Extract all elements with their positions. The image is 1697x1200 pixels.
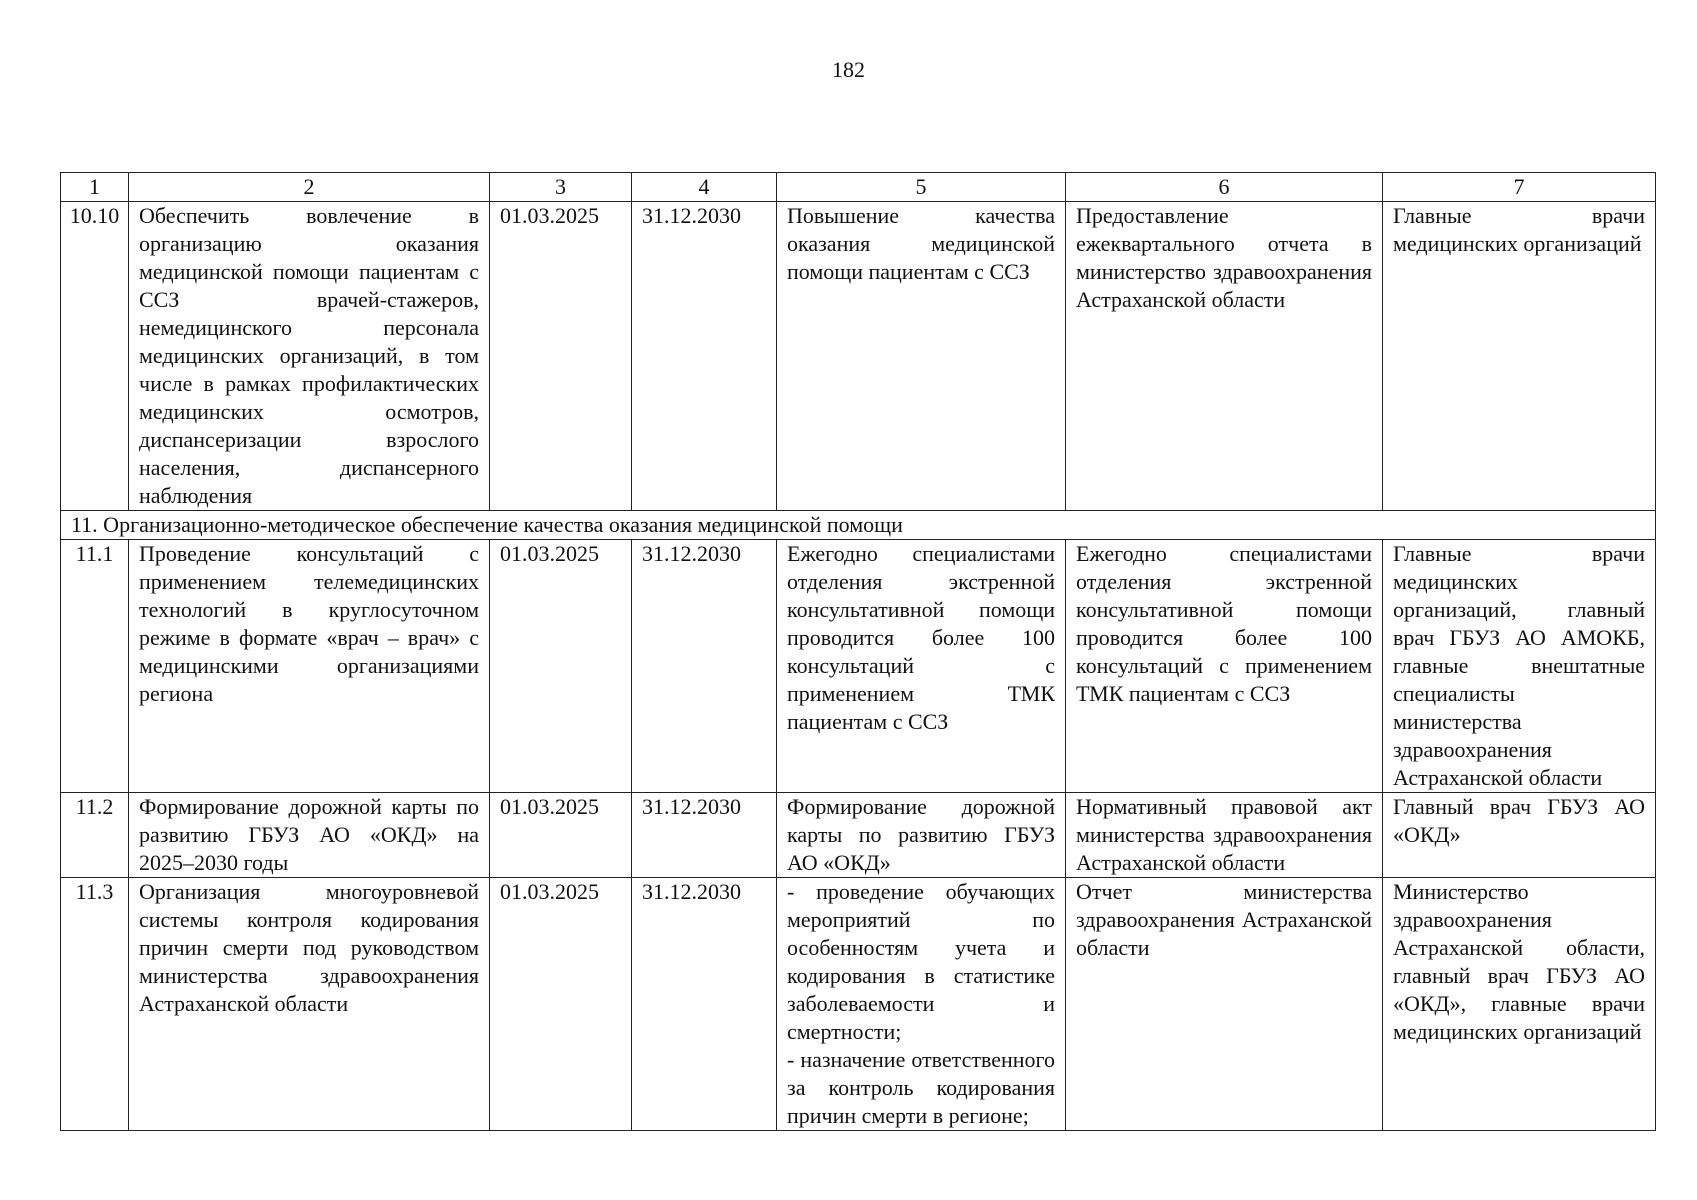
responsible-cell: Министерство здравоохранения Астраханской области, главный врач ГБУЗ АО «ОКД», главные врачи медицинских организаций <box>1383 878 1656 1131</box>
column-number: 1 <box>61 173 129 202</box>
result-cell: Повышение качества оказания медицинской помощи пациентам с ССЗ <box>777 202 1066 511</box>
row-number: 10.10 <box>61 202 129 511</box>
column-number: 7 <box>1383 173 1656 202</box>
start-date-cell: 01.03.2025 <box>490 202 632 511</box>
column-number: 4 <box>632 173 777 202</box>
column-number: 6 <box>1066 173 1383 202</box>
page-number: 182 <box>832 57 865 82</box>
end-date-cell: 31.12.2030 <box>632 793 777 878</box>
column-number: 5 <box>777 173 1066 202</box>
control-cell: Ежегодно специалистами отделения экстренной консультативной помощи проводится более 100 консультаций с применением ТМК пациентам с ССЗ <box>1066 540 1383 793</box>
start-date-cell: 01.03.2025 <box>490 878 632 1131</box>
row-number: 11.1 <box>61 540 129 793</box>
action-cell: Формирование дорожной карты по развитию ГБУЗ АО «ОКД» на 2025–2030 годы <box>129 793 490 878</box>
row-number: 11.3 <box>61 878 129 1131</box>
control-cell: Нормативный правовой акт министерства здравоохранения Астраханской области <box>1066 793 1383 878</box>
result-list-item: - назначение ответственного за контроль кодирования причин смерти в регионе; <box>787 1047 1055 1128</box>
end-date-cell: 31.12.2030 <box>632 540 777 793</box>
result-cell <box>777 878 1066 1131</box>
start-date-cell: 01.03.2025 <box>490 793 632 878</box>
end-date-cell: 31.12.2030 <box>632 878 777 1131</box>
responsible-cell: Главные врачи медицинских организаций <box>1383 202 1656 511</box>
column-number: 2 <box>129 173 490 202</box>
action-cell: Обеспечить вовлечение в организацию оказания медицинской помощи пациентам с ССЗ врачей-стажеров, немедицинского персонала медицинских организаций, в том числе в рамках профилактических медицинских осмотров, диспансеризации взрослого населения, диспансерного наблюдения <box>129 202 490 511</box>
action-cell: Организация многоуровневой системы контроля кодирования причин смерти под руководством министерства здравоохранения Астраханской области <box>129 878 490 1131</box>
section-header-row <box>61 511 1656 540</box>
action-plan-table <box>60 172 1656 1131</box>
result-cell: Ежегодно специалистами отделения экстренной консультативной помощи проводится более 100 консультаций с применением ТМК пациентам с ССЗ <box>777 540 1066 793</box>
section-title: 11. Организационно-методическое обеспечение качества оказания медицинской помощи <box>61 511 1656 540</box>
result-list-item: - проведение обучающих мероприятий по особенностям учета и кодирования в статистике заболеваемости и смертности; <box>787 879 1055 1044</box>
responsible-cell: Главный врач ГБУЗ АО «ОКД» <box>1383 793 1656 878</box>
column-number-row <box>61 173 1656 202</box>
table-row <box>61 793 1656 878</box>
action-cell: Проведение консультаций с применением телемедицинских технологий в круглосуточном режиме в формате «врач – врач» с медицинскими организациями региона <box>129 540 490 793</box>
table-row <box>61 540 1656 793</box>
column-number: 3 <box>490 173 632 202</box>
end-date-cell: 31.12.2030 <box>632 202 777 511</box>
row-number: 11.2 <box>61 793 129 878</box>
start-date-cell: 01.03.2025 <box>490 540 632 793</box>
control-cell: Предоставление ежеквартального отчета в министерство здравоохранения Астраханской области <box>1066 202 1383 511</box>
table-row <box>61 878 1656 1131</box>
result-cell: Формирование дорожной карты по развитию ГБУЗ АО «ОКД» <box>777 793 1066 878</box>
responsible-cell: Главные врачи медицинских организаций, главный врач ГБУЗ АО АМОКБ, главные внештатные специалисты министерства здравоохранения Астраханской области <box>1383 540 1656 793</box>
table-row <box>61 202 1656 511</box>
control-cell: Отчет министерства здравоохранения Астраханской области <box>1066 878 1383 1131</box>
